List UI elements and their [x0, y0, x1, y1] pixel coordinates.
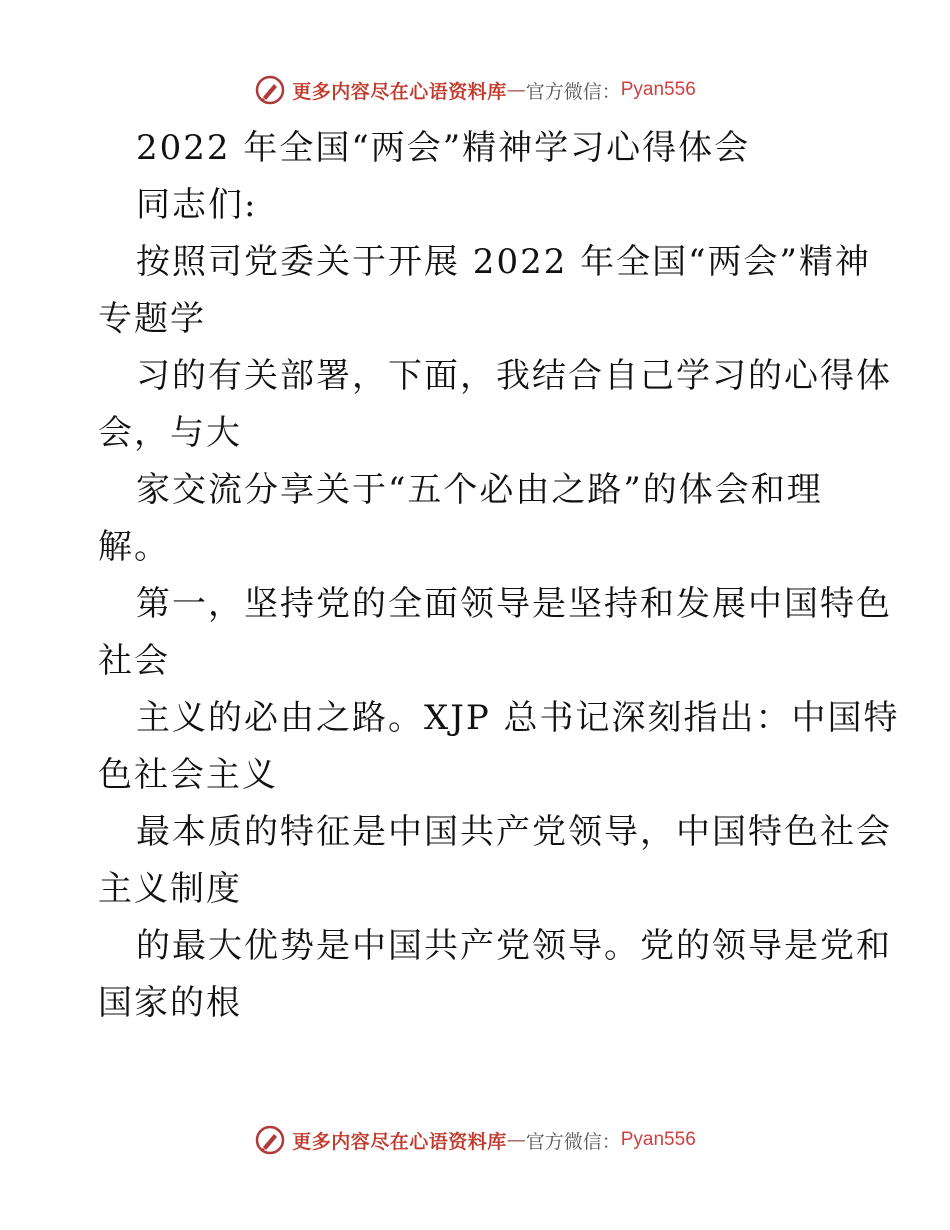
banner-dash: —	[506, 79, 526, 101]
doc-line: 最本质的特征是中国共产党领导，中国特色社会	[136, 812, 892, 852]
doc-line: 第一，坚持党的全面领导是坚持和发展中国特色	[136, 584, 892, 624]
document-body	[98, 120, 900, 1032]
footer-banner	[0, 1120, 950, 1160]
banner-site-text: 更多内容尽在心语资料库	[292, 80, 507, 103]
doc-line: 国家的根	[98, 983, 242, 1023]
doc-line: 会，与大	[98, 413, 242, 453]
doc-line: 同志们:	[136, 185, 258, 225]
banner-wechat-label: 官方微信：	[525, 1130, 621, 1153]
doc-line: 主义的必由之路。XJP 总书记深刻指出：中国特	[136, 698, 900, 738]
doc-line: 的最大优势是中国共产党领导。党的领导是党和	[136, 926, 892, 966]
banner-wechat-label: 官方微信：	[525, 80, 621, 103]
banner-wechat-id: Pyan556	[620, 1129, 696, 1150]
banner-wechat-id: Pyan556	[620, 79, 696, 100]
pen-logo-icon	[254, 1124, 286, 1156]
pen-logo-icon	[254, 74, 286, 106]
doc-line: 社会	[98, 641, 170, 681]
doc-line: 2022 年全国“两会”精神学习心得体会	[136, 128, 751, 168]
banner-dash: —	[506, 1129, 526, 1151]
header-banner	[0, 70, 950, 110]
doc-line: 家交流分享关于“五个必由之路”的体会和理	[136, 470, 823, 510]
doc-line: 习的有关部署，下面，我结合自己学习的心得体	[136, 356, 892, 396]
doc-line: 专题学	[98, 299, 206, 339]
doc-line: 按照司党委关于开展 2022 年全国“两会”精神	[136, 242, 871, 282]
doc-line: 主义制度	[98, 869, 242, 909]
doc-line: 解。	[98, 527, 170, 567]
doc-line: 色社会主义	[98, 755, 278, 795]
banner-site-text: 更多内容尽在心语资料库	[292, 1130, 507, 1153]
